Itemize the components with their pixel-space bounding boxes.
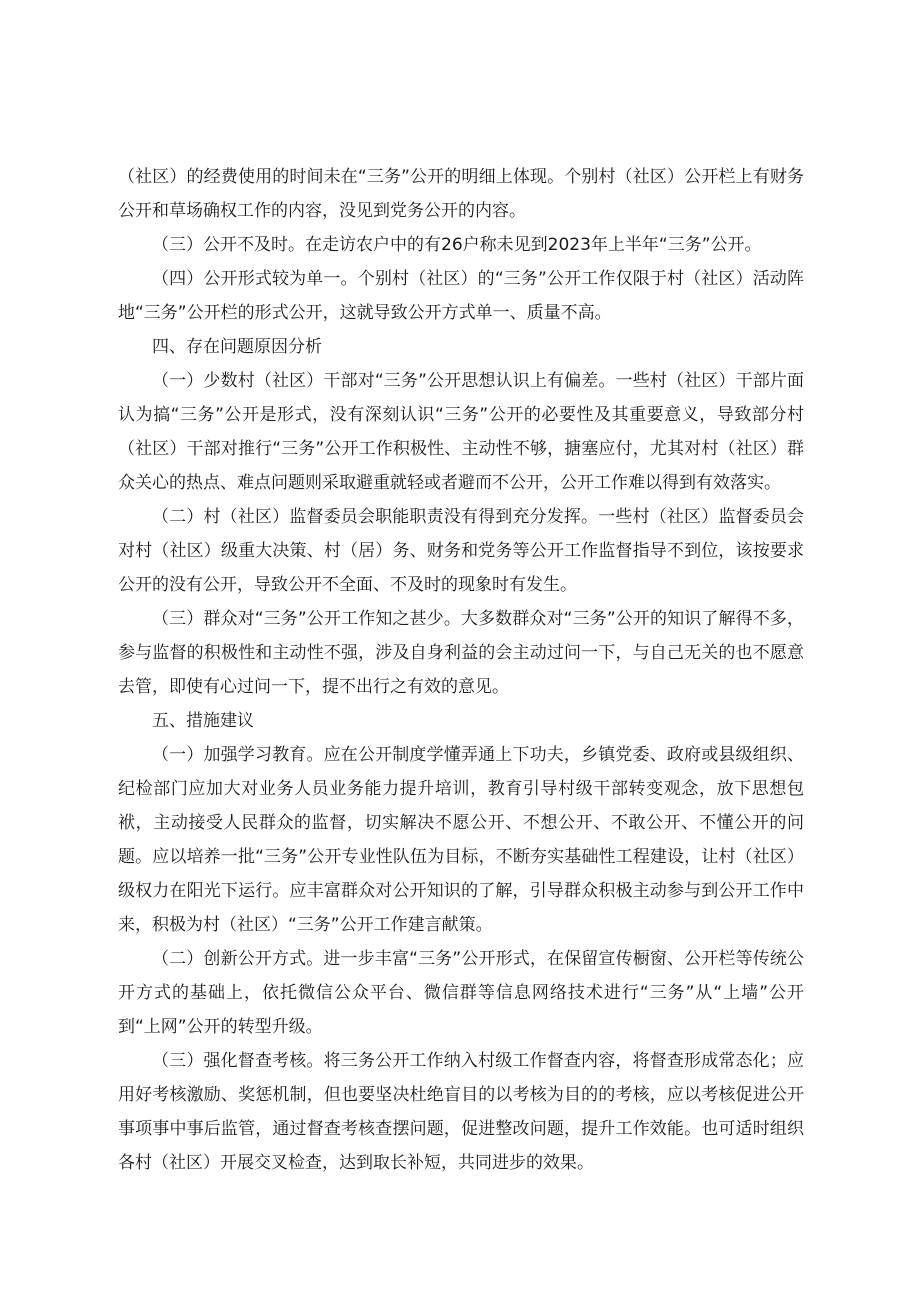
paragraph-item-3-untimely: （三）公开不及时。在走访农户中的有26户称未见到2023年上半年“三务”公开。 — [152, 235, 762, 255]
paragraph-measure-1: （一）加强学习教育。应在公开制度学懂弄通上下功夫，乡镇党委、政府或县级组织、纪检部门应加大对业务人员业务能力提升培训，教育引导村级干部转变观念，放下思想包袱，主动接受人民群众的监督，切实解决不愿公开、不想公开、不敢公开、不懂公开的问题。应以培养一批“三务”公开专业性队伍为目标，不断夯实基础性工程建设，让村（社区）级权力在阳光下运行。应丰富群众对公开知识的了解，引导群众积极主动参与到公开工作中来，积极为村（社区）“三务”公开工作建言献策。 — [118, 745, 804, 935]
paragraph-measure-2: （二）创新公开方式。进一步丰富“三务”公开形式，在保留宣传橱窗、公开栏等传统公开方式的基础上，依托微信公众平台、微信群等信息网络技术进行“三务”从“上墙”公开到“上网”公开的转型升级。 — [118, 949, 804, 1037]
paragraph-measure-3: （三）强化督查考核。将三务公开工作纳入村级工作督查内容，将督查形成常态化；应用好考核激励、奖惩机制，但也要坚决杜绝盲目的以考核为目的的考核，应以考核促进公开事项事中事后监管，通过督查考核查摆问题，促进整改问题，提升工作效能。也可适时组织各村（社区）开展交叉检查，达到取长补短，共同进步的效果。 — [118, 1051, 804, 1173]
paragraph-cause-3: （三）群众对“三务”公开工作知之甚少。大多数群众对“三务”公开的知识了解得不多，参与监督的积极性和主动性不强，涉及自身利益的会主动过问一下，与自己无关的也不愿意去管，即使有心过问一下，提不出行之有效的意见。 — [118, 609, 804, 697]
document-body — [118, 160, 804, 1180]
section-heading-measures: 五、措施建议 — [152, 711, 254, 731]
paragraph-cause-2: （二）村（社区）监督委员会职能职责没有得到充分发挥。一些村（社区）监督委员会对村（社区）级重大决策、村（居）务、财务和党务等公开工作监督指导不到位，该按要求公开的没有公开，导致公开不全面、不及时的现象时有发生。 — [118, 507, 804, 595]
paragraph-continuation: （社区）的经费使用的时间未在“三务”公开的明细上体现。个别村（社区）公开栏上有财务公开和草场确权工作的内容，没见到党务公开的内容。 — [118, 167, 804, 221]
section-heading-cause-analysis: 四、存在问题原因分析 — [152, 337, 322, 357]
paragraph-item-4-single-form: （四）公开形式较为单一。个别村（社区）的“三务”公开工作仅限于村（社区）活动阵地“三务”公开栏的形式公开，这就导致公开方式单一、质量不高。 — [118, 269, 804, 323]
paragraph-cause-1: （一）少数村（社区）干部对“三务”公开思想认识上有偏差。一些村（社区）干部片面认为搞“三务”公开是形式，没有深刻认识“三务”公开的必要性及其重要意义，导致部分村（社区）干部对推行“三务”公开工作积极性、主动性不够，搪塞应付，尤其对村（社区）群众关心的热点、难点问题则采取避重就轻或者避而不公开，公开工作难以得到有效落实。 — [118, 371, 804, 493]
